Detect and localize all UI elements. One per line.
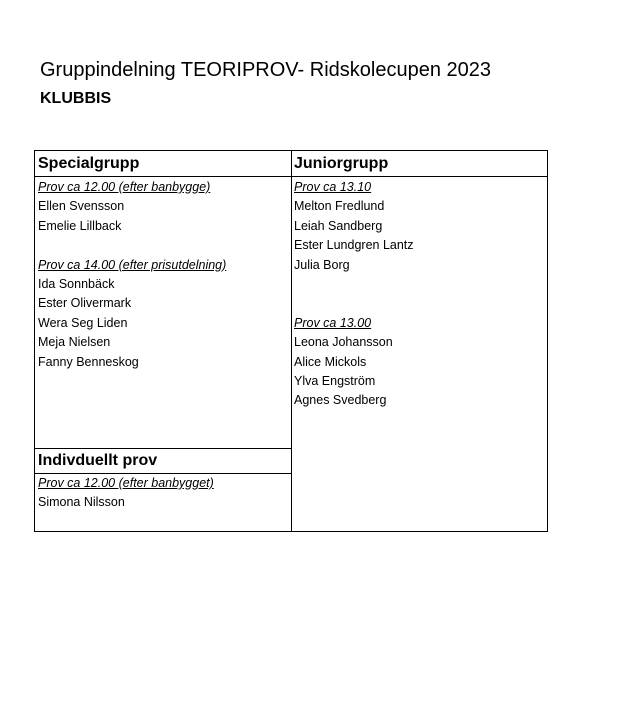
individuellt-header: Indivduellt prov [38,452,158,469]
group-table [34,150,548,532]
list-item: Leona Johansson [294,335,393,350]
individuellt-list [38,474,214,513]
club-subtitle: KLUBBIS [40,90,112,107]
list-item: Alice Mickols [294,354,367,369]
list-item: Julia Borg [294,257,350,272]
list-item: Ida Sonnbäck [38,276,115,291]
juniorgrupp-header: Juniorgrupp [294,155,389,172]
list-item: Melton Fredlund [294,199,385,214]
specialgrupp-header: Specialgrupp [38,155,140,172]
list-item: Ester Olivermark [38,296,132,311]
list-spacer [38,236,226,255]
column-divider [291,151,292,531]
list-item: Wera Seg Liden [38,315,128,330]
list-item: Ellen Svensson [38,199,125,214]
list-item: Ester Lundgren Lantz [294,238,414,253]
specialgrupp-time-2: Prov ca 14.00 (efter prisutdelning) [38,257,227,272]
individuellt-time: Prov ca 12.00 (efter banbygget) [38,476,214,490]
list-item: Emelie Lillback [38,218,122,233]
juniorgrupp-list [294,178,414,411]
list-item: Meja Nielsen [38,335,111,350]
specialgrupp-time-1: Prov ca 12.00 (efter banbygge) [38,180,211,194]
list-item: Ylva Engström [294,373,376,388]
list-spacer [294,275,414,294]
list-spacer [294,294,414,313]
juniorgrupp-time-1: Prov ca 13.10 [294,180,372,194]
list-item: Fanny Benneskog [38,354,139,369]
page-title: Gruppindelning TEORIPROV- Ridskolecupen 2023 [40,59,491,81]
specialgrupp-list [38,178,226,372]
list-item: Simona Nilsson [38,495,125,510]
juniorgrupp-time-2: Prov ca 13.00 [294,315,372,330]
list-item: Agnes Svedberg [294,393,387,408]
section-divider-top [35,448,291,449]
list-item: Leiah Sandberg [294,218,383,233]
header-divider [35,176,547,177]
